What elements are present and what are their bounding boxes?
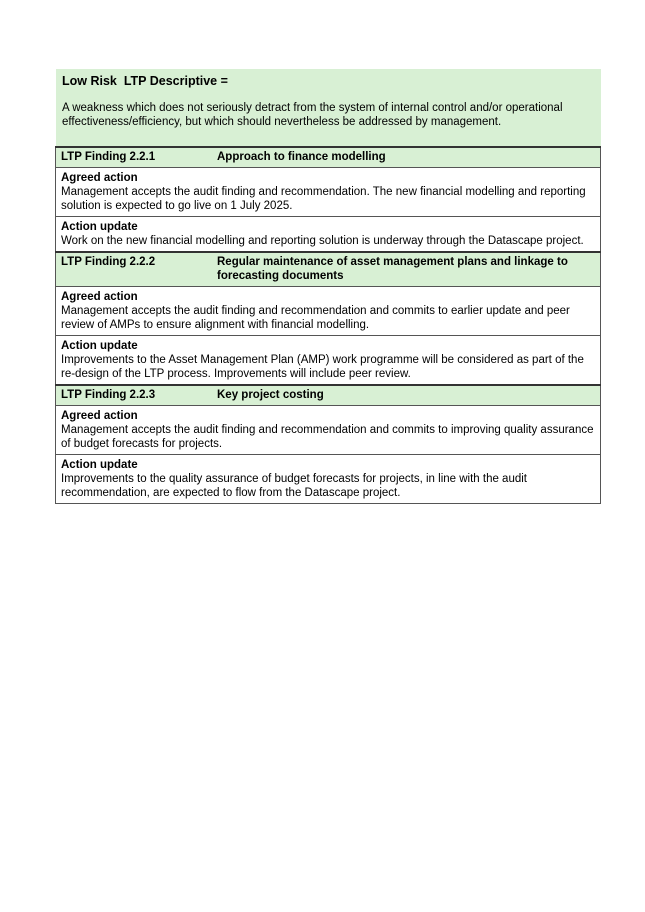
agreed-action-label: Agreed action (61, 410, 138, 422)
finding-number: LTP Finding 2.2.1 (61, 151, 156, 163)
finding-header-row (56, 147, 601, 168)
finding-header-row (56, 385, 601, 406)
action-update-text: Improvements to the Asset Management Plan (AMP) work programme will be considered as part of the re-design of the LTP process. Improvements will include peer review. (61, 354, 584, 380)
findings-table (55, 146, 601, 504)
action-update-label: Action update (61, 221, 138, 233)
finding-number: LTP Finding 2.2.2 (61, 256, 156, 268)
finding-title: Regular maintenance of asset management plans and linkage to forecasting documents (217, 256, 568, 282)
agreed-action-text: Management accepts the audit finding and recommendation. The new financial modelling and reporting solution is expected to go live on 1 July 2025. (61, 186, 586, 212)
agreed-action-row (56, 287, 601, 336)
action-update-row (56, 455, 601, 504)
action-update-row (56, 336, 601, 386)
finding-title: Key project costing (217, 389, 324, 401)
finding-header-row (56, 252, 601, 287)
action-update-label: Action update (61, 340, 138, 352)
agreed-action-row (56, 168, 601, 217)
action-update-label: Action update (61, 459, 138, 471)
action-update-text: Improvements to the quality assurance of budget forecasts for projects, in line with the audit recommendation, are expected to flow from the Datascape project. (61, 473, 527, 499)
risk-descriptive-text: A weakness which does not seriously detract from the system of internal control and/or operational effectiveness/efficiency, but which should nevertheless be addressed by management. (62, 102, 563, 128)
action-update-text: Work on the new financial modelling and reporting solution is underway through the Datascape project. (61, 235, 584, 247)
risk-descriptive-box (56, 69, 601, 146)
agreed-action-label: Agreed action (61, 172, 138, 184)
risk-descriptive-title: Low Risk LTP Descriptive = (62, 74, 228, 88)
action-update-row (56, 217, 601, 253)
agreed-action-row (56, 406, 601, 455)
finding-title: Approach to finance modelling (217, 151, 386, 163)
agreed-action-label: Agreed action (61, 291, 138, 303)
finding-number: LTP Finding 2.2.3 (61, 389, 156, 401)
agreed-action-text: Management accepts the audit finding and recommendation and commits to earlier update and peer review of AMPs to ensure alignment with financial modelling. (61, 305, 570, 331)
agreed-action-text: Management accepts the audit finding and recommendation and commits to improving quality assurance of budget forecasts for projects. (61, 424, 594, 450)
